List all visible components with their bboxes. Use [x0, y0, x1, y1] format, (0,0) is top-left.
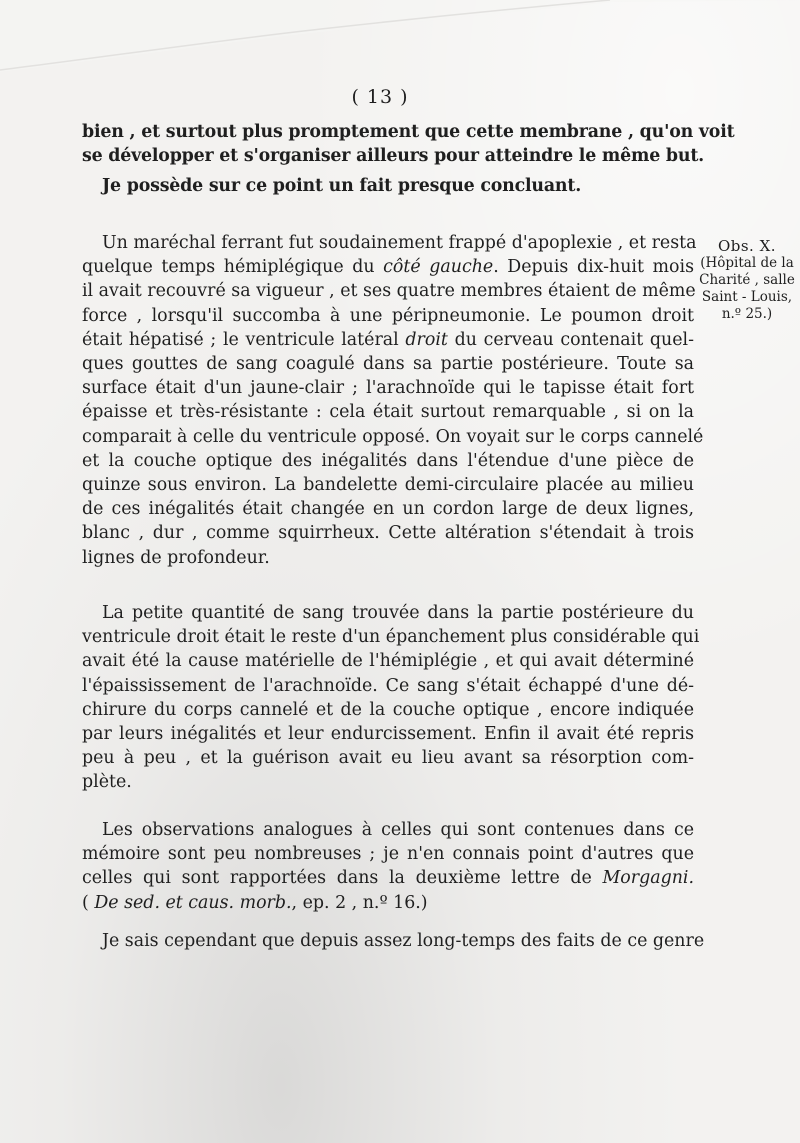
p1-line: force , lorsqu'il succomba à une péripneumonie. Le poumon droit — [82, 305, 694, 326]
page-number: ( 13 ) — [351, 86, 409, 108]
margin-note-observation — [697, 238, 797, 323]
p2-line: peu à peu , et la guérison avait eu lieu avant sa résorption com- — [82, 748, 694, 769]
p3-line: celles qui sont rapportées dans la deuxième lettre de Morgagni. — [82, 868, 694, 889]
p2-line: La petite quantité de sang trouvée dans la partie postérieure du — [102, 603, 694, 623]
p4-line: Je sais cependant que depuis assez long-temps des faits de ce genre — [102, 931, 705, 951]
p2-line: avait été la cause matérielle de l'hémiplégie , et qui avait déterminé — [82, 651, 694, 672]
p1-line: quelque temps hémiplégique du côté gauche. Depuis dix-huit mois — [82, 257, 694, 278]
p3-line: ( De sed. et caus. morb., ep. 2 , n.º 16.) — [82, 892, 428, 913]
opening-text — [82, 120, 735, 199]
p1-line: et la couche optique des inégalités dans l'étendue d'une pièce de — [82, 450, 694, 471]
margin-note-line-3: Saint - Louis, — [701, 289, 793, 305]
margin-note-line-2: Charité , salle — [699, 272, 795, 288]
paragraph-closing — [82, 929, 705, 953]
p1-line: lignes de profondeur. — [82, 547, 270, 568]
p1-line: il avait recouvré sa vigueur , et ses quatre membres étaient de même — [82, 281, 696, 302]
p2-line: ventricule droit était le reste d'un épanchement plus considérable qui — [82, 627, 700, 648]
p1-line: était hépatisé ; le ventricule latéral droit du cerveau contenait quel- — [82, 329, 694, 350]
p1-line: quinze sous environ. La bandelette demi-circulaire placée au milieu — [82, 475, 694, 496]
p1-line: de ces inégalités était changée en un cordon large de deux lignes, — [82, 499, 694, 520]
paragraph-interpretation — [82, 601, 700, 795]
p2-line: plète. — [82, 772, 132, 793]
p1-line: Un maréchal ferrant fut soudainement frappé d'apoplexie , et resta — [102, 233, 697, 253]
p3-line: mémoire sont peu nombreuses ; je n'en connais point d'autres que — [82, 844, 694, 865]
opening-line-1: bien , et surtout plus promptement que cette membrane , qu'on voit — [82, 122, 735, 142]
p1-line: comparait à celle du ventricule opposé. On voyait sur le corps cannelé — [82, 426, 704, 447]
p1-line: ques gouttes de sang coagulé dans sa partie postérieure. Toute sa — [82, 354, 694, 375]
p2-line: par leurs inégalités et leur endurcissement. Enfin il avait été repris — [82, 724, 694, 745]
opening-line-2: se développer et s'organiser ailleurs pour atteindre le même but. — [82, 146, 705, 167]
p1-line: blanc , dur , comme squirrheux. Cette altération s'étendait à trois — [82, 523, 694, 544]
p1-line: surface était d'un jaune-clair ; l'arachnoïde qui le tapisse était fort — [82, 378, 694, 399]
p1-line: épaisse et très-résistante : cela était surtout remarquable , si on la — [82, 402, 694, 423]
p3-line: Les observations analogues à celles qui sont contenues dans ce — [102, 820, 694, 840]
paragraph-case-description — [82, 231, 704, 570]
paragraph-references — [82, 818, 694, 915]
margin-note-line-4: n.º 25.) — [721, 306, 773, 322]
opening-line-3: Je possède sur ce point un fait presque concluant. — [102, 176, 582, 197]
p2-line: l'épaississement de l'arachnoïde. Ce sang s'était échappé d'une dé- — [82, 675, 694, 696]
observation-label: Obs. X. — [717, 237, 777, 255]
margin-note-line-1: (Hôpital de la — [700, 255, 794, 271]
p2-line: chirure du corps cannelé et de la couche optique , encore indiquée — [82, 699, 694, 720]
